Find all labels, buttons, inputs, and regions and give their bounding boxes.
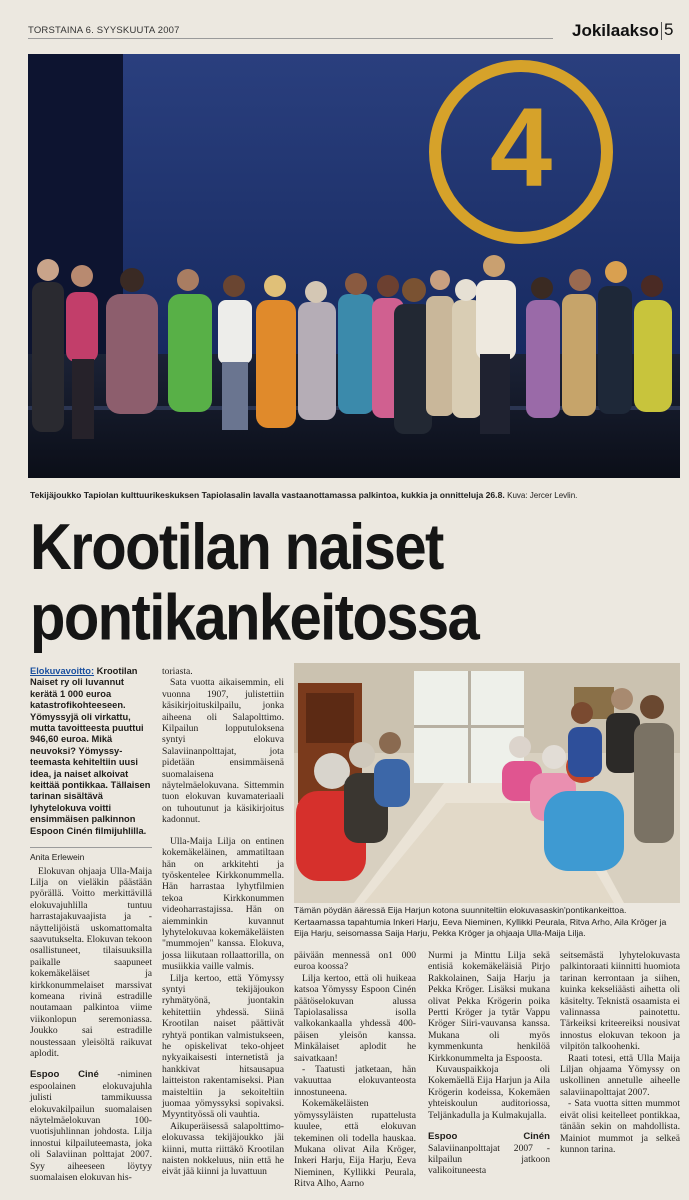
run-in: Espoo Cinén (428, 1131, 550, 1143)
paragraph: Lilja kertoo, että Yömyssy syntyi tekijäjoukon ryhmätyönä, juontakin kehitettiin yhdessä. Siinä Krootilan naiset päättivät ryhtyä pontikan valmistukseen, he opiskelivat teko-ohjeet nykyaikaisesti internetistä ja hankkivat hitsausapua laitteiston rakentamiseksi. Pian maisteltiin ja sekoiteltiin juomaa yömyssyksi sopivaksi. Myyntityössä oli vauhtia. (162, 972, 284, 1121)
header-divider (661, 22, 662, 40)
lead-paragraph (30, 666, 152, 837)
paragraph: toriasta. (162, 666, 193, 677)
column-2 (162, 666, 284, 1178)
paragraph: Ulla-Maija Lilja on entinen kokemäkeläinen, ammatiltaan hän on arkkitehti ja työskentelee Kirkkonummella. Hän harrastaa lyhytfilmien tekoa Kirkkonummen videoharrastajissa. Hän on aiemminkin kuvannut lyhytelokuvaa kokemäkeläisten "mummojen" kanssa. Elokuva, jossa liikutaan rollaattorilla, on musiikkia vaille valmis. (162, 835, 284, 973)
column-1 (30, 666, 152, 1183)
paragraph: seitsemästä lyhytelokuvasta palkintoraati kiinnitti huomiota tarinan kerrontaan ja siihen, kuinka kekseliäästi aihetta oli käsitelty. Teknistä osaamista ei valinnassa painotettu. Tärkeiksi kriteereiksi nousivat innostus elokuvan tekoon ja vilpitön talkoohenki. (560, 950, 680, 1053)
paragraph: Raati totesi, että Ulla Maija Liljan ohjaama Yömyssy on uskollinen annetulle aiheelle salaviinapolttajat 2007. (560, 1052, 680, 1098)
lead-text: Krootilan Naiset ry oli luvannut kerätä 1 000 euroa katastrofikohteeseen. Yömyssyjä oli virkattu, mutta tavoitteesta puuttui 946,60 euroa. Mikä neuvoksi? Yömyssy-teemasta kehiteltiin uusi idea, ja naiset alkoivat keittää pontikkaa. Tällaisen tarinan sisältävä lyhytelokuva voitti ensimmäisen palkinnon Espoon Cinén filmijuhlilla. (30, 666, 151, 836)
paragraph (30, 1069, 152, 1183)
column-4 (428, 950, 550, 1177)
paragraph: Kokemäkeläisten yömyssyläisten rupattelusta kuulee, että elokuvan tekeminen oli todella hauskaa. Mukana olivat Aila Kröger, Inkeri Harju, Eija Harju, Eeva Nieminen, Kyllikki Peurala, Ritva Alho, Aarno (294, 1098, 416, 1190)
paragraph: Lilja kertoo, että oli huikeaa katsoa Yömyssy Espoon Cinén päätöselokuvan alussa Tapiolasalissa isolla valkokankaalla yhdessä 400-päisen yleisön kanssa. Minkälaiset aplodit he saivatkaan! (294, 972, 416, 1064)
paragraph: - Taatusti jatketaan, hän vakuuttaa elokuvanteosta innostuneena. (294, 1064, 416, 1098)
column-5 (560, 950, 680, 1155)
photo-credit: Kuva: Jercer Levlin. (507, 491, 578, 500)
section-title: Jokilaakso (572, 21, 659, 40)
screen-number: 4 (489, 85, 553, 210)
group-of-people (32, 255, 672, 439)
paragraph-text: -niminen espoolainen elokuvajuhla julisti tammikuussa elokuvakilpailun suomalaisen näytelmäelokuvan 100-vuotisjuhlinnan johdosta. Lilja innostui kilpailuteemasta, joka oli Salaviinan polttajat 2007. Syy aiheeseen löytyy suomalaisen elokuvan his- (30, 1069, 152, 1184)
stage-photo (28, 54, 680, 478)
paragraph: Nurmi ja Minttu Lilja sekä entisiä kokemäkeläisiä Pirjo Rakkolainen, Saija Harju ja Pekka Kröger. Lisäksi mukana olivat Pekka Krögerin poika Pertti Kröger ja tytär Vappu Kröger Siiri-vauvansa kanssa. Mukana oli myös kymmenkunta henkilöä Kirkkonummelta ja Espoosta. (428, 950, 550, 1064)
page-number: 5 (664, 20, 674, 39)
table-photo (294, 663, 680, 903)
paragraph: Kuvauspaikkoja oli Kokemäellä Eija Harjun ja Aila Krögerin kodeissa, Kokemäen yhteiskoulun auditoriossa, Teljänkadulla ja Kulmakujalla. (428, 1064, 550, 1121)
paragraph: Elokuvan ohjaaja Ulla-Maija Lilja on vieläkin päästään pyörällä. Voitto merkittävillä elokuvajuhlilla tuntuu harrastajakuvaajista ja -näyttelijöistä uskomattomalta saavutukselta. Elokuvan tekoon osallistuneet, tilaisuuksilla paikalle saapuneet kokemäkeläiset ja kirkkonummelaiset marssivat komeana rivinä estradille noutamaan palkintoa viime viikonlopun seremoniassa. Joukko sai estradille noustessaan yleisöltä raikuvat aplodit. (30, 865, 152, 1059)
paragraph: Aikuperäisessä salapolttimo-elokuvassa tekijäjoukko jäi kiinni, mutta riittäkö Krootilan naisten nokkeluus, niin että he eivät jää kiinni ja luvattuun (162, 1120, 284, 1178)
paragraph: päivään mennessä on1 000 euroa koossa? (294, 950, 416, 973)
kicker: Elokuvavoitto: (30, 666, 95, 676)
issue-date: TORSTAINA 6. SYYSKUUTA 2007 (28, 25, 180, 36)
byline: Anita Erlewein (30, 847, 152, 863)
headline-line-1: Krootilan naiset (30, 510, 443, 584)
caption-text: Tekijäjoukko Tapiolan kulttuurikeskuksen Tapiolasalin lavalla vastaanottamassa palkintoa, kukkia ja onnitteluja 26.8. (30, 490, 505, 500)
photo-caption (30, 490, 680, 501)
column-3 (294, 950, 416, 1190)
header-rule (28, 38, 553, 39)
stage-photo-image (28, 54, 680, 478)
paragraph: Sata vuotta aikaisemmin, eli vuonna 1907, julistettiin käsikirjoituskilpailu, jonka aiheena oli Salapolttimo. Kilpailun lopputuloksena syntyi elokuva Salaviinanpolttajat, jota pidetään ensimmäisenä suomalaisena näytelmäelokuvana. Sittemmin tuon elokuvan kuvamateriaali on tuhoutunut ja käsikirjoitus kadonnut. (162, 677, 284, 826)
paragraph-text: Salaviinanpolttajat 2007 -kilpailun jatkoon valikoituneesta (428, 1142, 550, 1177)
paragraph (428, 1131, 550, 1177)
run-in: Espoo Ciné (30, 1069, 99, 1081)
paragraph: - Sata vuotta sitten mummot eivät olisi keitelleet pontikkaa, tänään sekin on mahdollista. Mainiot mummot ja selkeä kunnon tarina. (560, 1098, 680, 1155)
headline-line-2: pontikankeitossa (30, 581, 479, 655)
photo-caption-2: Tämän pöydän ääressä Eija Harjun kotona suunniteltiin elokuvasaskin'pontikankeittoa. Kertaamassa tapahtumia Inkeri Harju, Eeva Nieminen, Kyllikki Peurala, Ritva Arho, Aila Kröger ja Eija Harju, seisomassa Saija Harju, Pekka Kröger ja ohjaaja Ulla-Maija Lilja. (294, 905, 667, 939)
headline (30, 512, 670, 653)
table-photo-image (294, 663, 680, 903)
